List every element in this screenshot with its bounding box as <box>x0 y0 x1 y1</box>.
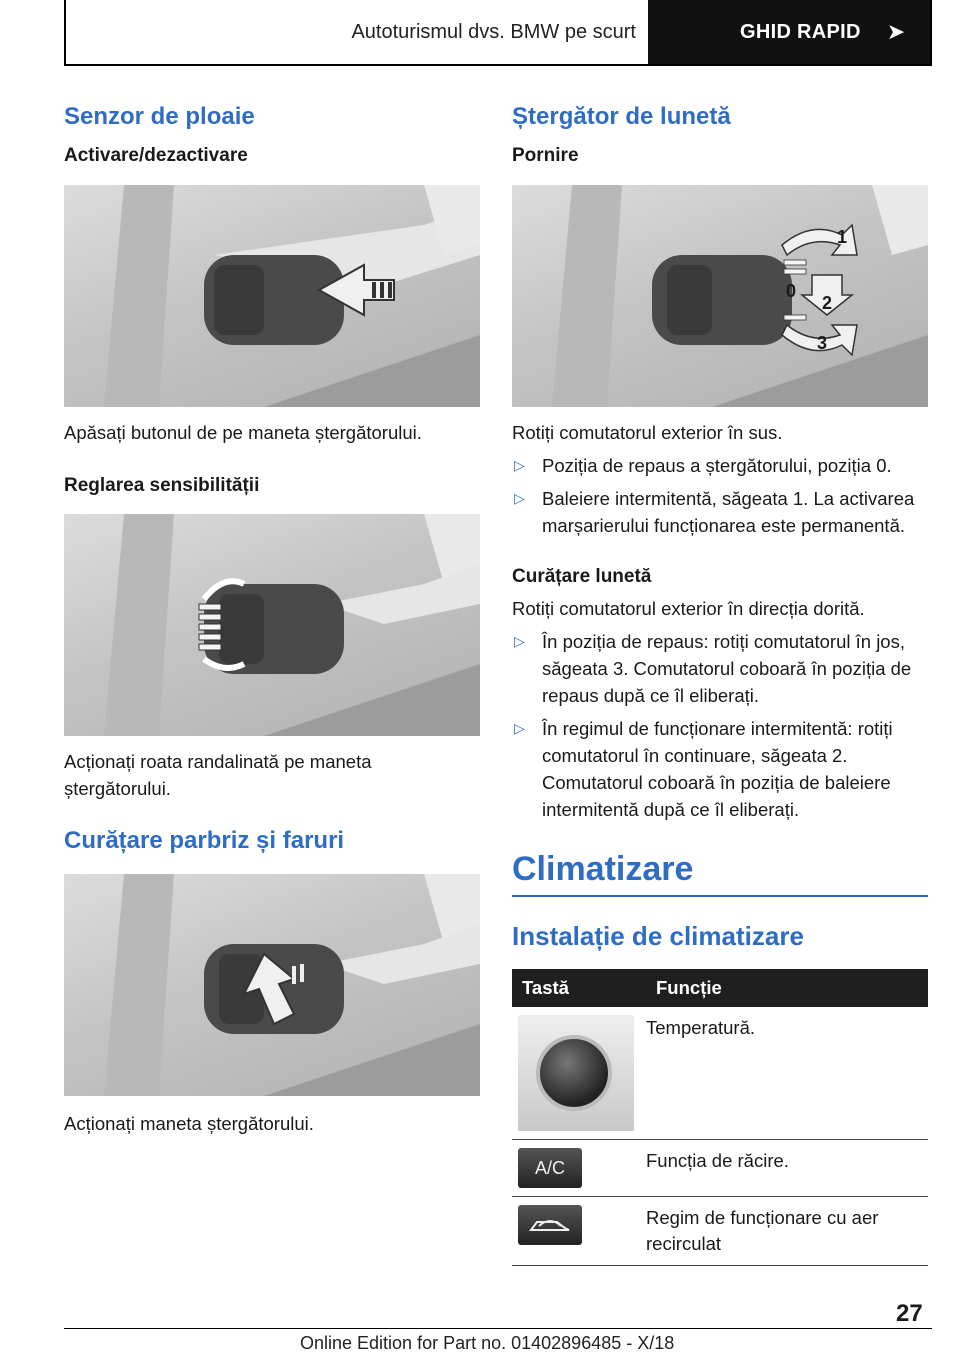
footer-edition: Online Edition for Part no. 01402896485 - X/18 <box>300 1333 675 1353</box>
heading-sensitivity: Reglarea sensibilității <box>64 475 260 496</box>
heading-windshield-cleaning: Curățare parbriz și faruri <box>64 827 345 854</box>
switch-position-label-1: 1 <box>837 227 848 247</box>
heading-rule <box>512 895 928 897</box>
temperature-knob-icon <box>518 1015 634 1131</box>
key-cell <box>512 1140 646 1197</box>
bullet-triangle-icon: ▷ <box>514 633 525 649</box>
list-item-text: În regimul de funcționare intermitentă: rotiți comutatorul în continuare, săgeata 2. Comutatorul coboară în poziția de baleiere intermitentă după ce îl eliberați. <box>542 718 893 820</box>
list-item-text: În poziția de repaus: rotiți comutatorul în jos, săgeata 3. Comutatorul coboară în poziția de repaus după ce îl eliberați. <box>542 631 912 706</box>
paragraph-operate-lever: Acționați maneta ștergătorului. <box>64 1113 314 1134</box>
climate-keys-table <box>512 969 928 1266</box>
paragraph-thumbwheel: Acționați roata randalinată pe maneta ștergătorului. <box>64 751 372 799</box>
table-row <box>512 1140 928 1197</box>
switch-position-label-3: 3 <box>817 333 828 353</box>
function-cell: Regim de funcționare cu aer recirculat <box>646 1197 928 1266</box>
heading-climate: Climatizare <box>512 850 694 888</box>
function-cell: Funcția de răcire. <box>646 1140 928 1197</box>
quick-guide-tab[interactable] <box>648 0 930 64</box>
wiper-thumbwheel-image <box>64 514 480 736</box>
quick-guide-label: GHID RAPID <box>740 20 861 43</box>
wiper-lever-pull-image <box>64 874 480 1096</box>
heading-climate-system: Instalație de climatizare <box>512 921 804 951</box>
switch-position-label-0: 0 <box>786 281 797 301</box>
heading-start: Pornire <box>512 145 579 166</box>
footer-rule <box>64 1328 932 1329</box>
list-item <box>512 715 928 823</box>
paragraph-rotate-direction: Rotiți comutatorul exterior în direcția dorită. <box>512 598 865 619</box>
ac-button-icon: A/C <box>518 1148 582 1188</box>
thumbtack-icon: ➤ <box>886 19 906 44</box>
function-cell: Temperatură. <box>646 1007 928 1140</box>
heading-activation: Activare/dezactivare <box>64 145 248 166</box>
rear-cleaning-list <box>512 628 928 823</box>
page-number: 27 <box>896 1300 923 1327</box>
list-item-text: Poziția de repaus a ștergătorului, poziția 0. <box>542 455 892 476</box>
list-item <box>512 452 928 479</box>
right-column <box>512 96 928 1266</box>
left-column <box>64 96 480 1137</box>
heading-rear-wiper: Ștergător de lunetă <box>512 103 731 130</box>
list-item <box>512 485 928 539</box>
column-header-key: Tastă <box>512 969 646 1007</box>
bullet-triangle-icon: ▷ <box>514 490 525 506</box>
key-cell <box>512 1197 646 1266</box>
rear-wiper-list <box>512 452 928 539</box>
bullet-triangle-icon: ▷ <box>514 457 525 473</box>
list-item <box>512 628 928 709</box>
heading-rain-sensor: Senzor de ploaie <box>64 103 255 130</box>
column-header-function: Funcție <box>646 969 928 1007</box>
table-header-row <box>512 969 928 1007</box>
table-row <box>512 1007 928 1140</box>
heading-rear-cleaning: Curățare lunetă <box>512 566 652 587</box>
paragraph-press-button: Apăsați butonul de pe maneta ștergătorului. <box>64 422 422 443</box>
switch-position-label-2: 2 <box>822 293 833 313</box>
paragraph-rotate-up: Rotiți comutatorul exterior în sus. <box>512 422 783 443</box>
page-header <box>64 0 932 66</box>
wiper-lever-push-image <box>64 185 480 407</box>
rear-wiper-switch-image <box>512 185 928 407</box>
header-title: Autoturismul dvs. BMW pe scurt <box>351 20 636 43</box>
recirculation-button-icon <box>518 1205 582 1245</box>
key-cell <box>512 1007 646 1140</box>
table-row <box>512 1197 928 1266</box>
bullet-triangle-icon: ▷ <box>514 720 525 736</box>
list-item-text: Baleiere intermitentă, săgeata 1. La activarea marșarierului funcționarea este permanentă. <box>542 488 915 536</box>
